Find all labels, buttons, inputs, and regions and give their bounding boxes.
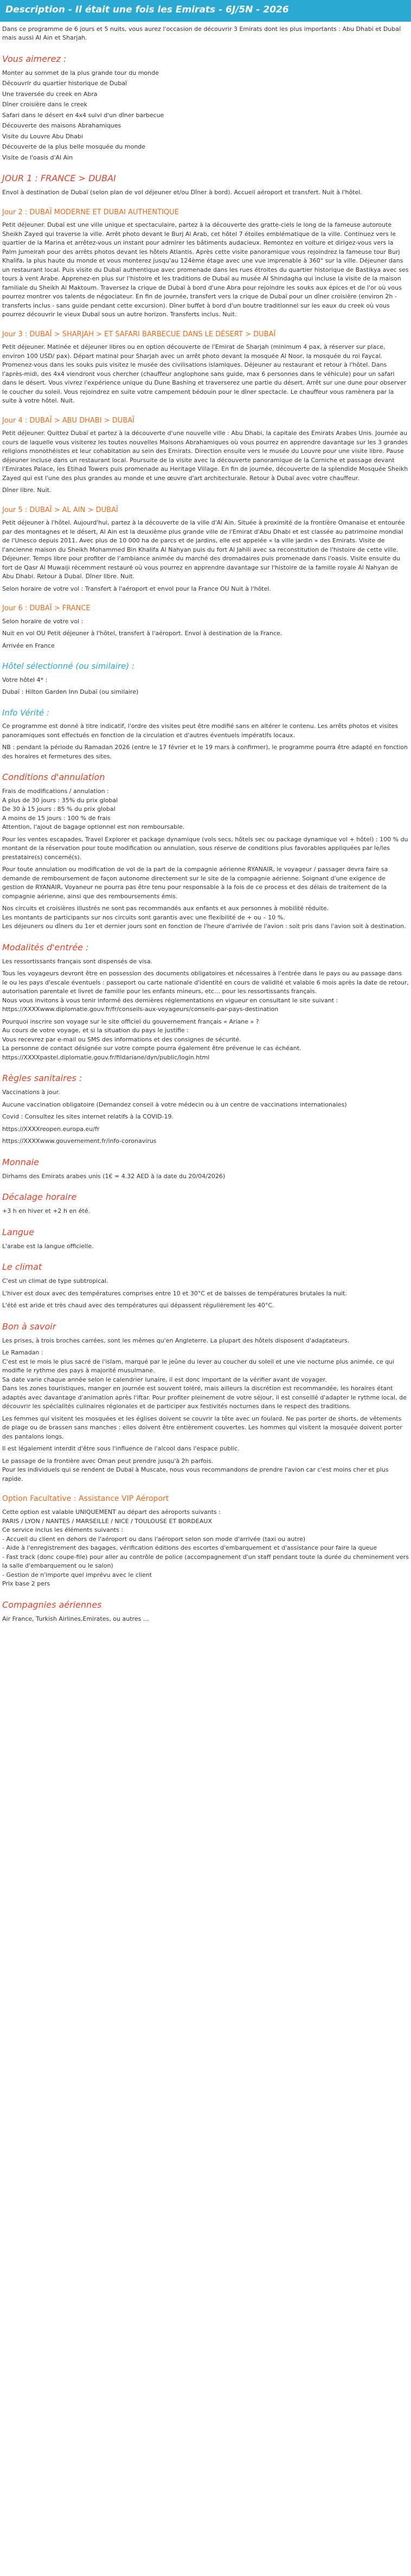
tips-paragraph [2, 1337, 409, 1346]
day-section [2, 416, 409, 495]
day-title: Jour 5 : DUBAÏ > AL AIN > DUBAÏ [2, 506, 118, 514]
option-block [2, 1508, 409, 1589]
option-line: - Gestion de n'importe quel imprévu avec le client [2, 1571, 152, 1578]
cancellation-paragraph-line: Les déjeuners ou dîners du 1er et dernier jours sont en fonction de l'heure d'arrivée de l'avion : soit pris dans l'avion soit à destination. [2, 923, 406, 930]
hotel-line: Dubaï : Hilton Garden Inn Dubaï (ou similaire) [2, 688, 139, 695]
highlight-item: Découverte de la plus belle mosquée du monde [2, 143, 146, 150]
health-line: https://XXXXreopen.europa.eu/fr [2, 1125, 100, 1133]
day-paragraph: Petit déjeuner à l'hôtel. Aujourd'hui, partez à la découverte de la ville d'Al Ain. Située à proximité de la frontière Omanaise et entourée par des montagnes et le désert, Al Ain est la deuxième plus grande ville de l'Emirat d'Abu Dhabi et est classée au patrimoine mondial de l'Unesco depuis 2011. Avec plus de 10 000 ha de parcs et de jardins, elle est appelée « la ville jardin » des Emirats. Visite de l'ancienne maison du Sheikh Mohammed Bin Khalifa Al Nahyan puis du fort Al Jahili avec sa reconstitution de l'histoire de cette ville. Déjeuner. Temps libre pour profiter de l'ambiance animée du marché des dromadaires puis promenade dans l'oasis. Visite ensuite du fort de Qasr Al Muwaiji récemment restauré où vous pourrez en apprendre davantage sur l'histoire de la famille royale Al Nahyan de Abu Dhabi. Retour à Dubaï. Dîner libre. Nuit. [2, 519, 405, 580]
info-line: NB : pendant la période du Ramadan 2026 (entre le 17 février et le 19 mars à confirmer), le programme pourra être adapté en fonction des horaires et fermetures des sites. [2, 744, 408, 760]
hotel-line: Votre hôtel 4* : [2, 676, 48, 683]
tips-title: Bon à savoir [2, 1321, 56, 1332]
highlight-item: Visite du Louvre Abu Dhabi [2, 132, 84, 140]
day-section [2, 329, 409, 406]
cancellation-paragraph-line: Nos circuits et croisières illustrés ne sont pas recommandés aux enfants et aux personnes à mobilité réduite. [2, 905, 329, 912]
hotels-title: Hôtel sélectionné (ou similaire) : [2, 661, 135, 671]
highlight-item: Découverte des maisons Abrahamiques [2, 122, 121, 129]
cancellation-paragraph-line: Les montants de participants sur nos circuits sont garantis avec une flexibilité de + ou – 10 %. [2, 913, 285, 921]
health-line: https://XXXXwww.gouvernement.fr/info-coronavirus [2, 1137, 157, 1145]
cancellation-title: Conditions d'annulation [2, 772, 105, 782]
climate-block [2, 1277, 409, 1311]
page-title: Description - Il était une fois les Emirats - 6J/5N - 2026 [0, 0, 411, 22]
cancellation-paragraph-line: De 30 à 15 jours : 85 % du prix global [2, 806, 115, 813]
formalities-paragraph [2, 957, 409, 967]
option-line: PARIS / LYON / NANTES / MARSEILLE / NICE / TOULOUSE ET BORDEAUX [2, 1517, 212, 1525]
cancellation-paragraph-line: Pour les ventes escapades, Travel Explorer et package dynamique (vols secs, hôtels sec ou package dynamique vol + hôtel) : 100 % du montant de la réservation pour toute modification ou annulation, sous réserve de conditions plus favorables appliquées par le/les prestataire(s) concerné(s). [2, 835, 408, 861]
tips-paragraph-line: Pour les individuels qui se rendent de Dubaï à Muscate, nous vous recommandons de prendre l'avion car c'est moins cher et plus rapide. [2, 1466, 389, 1482]
formalities-paragraph-line: Les ressortissants français sont dispensés de visa. [2, 957, 153, 965]
formalities-paragraph [2, 1018, 409, 1063]
tips-paragraph-line: Les femmes qui visitent les mosquées et les églises doivent se couvrir la tête avec un foulard. Ne pas porter de shorts, de vêtements de plage ou de brassen sans manches : elles doivent être entièrement couvertes. Les hommes qui visitent la mosquée doivent porter des pantalons longs. [2, 1415, 402, 1440]
day-section [2, 603, 409, 650]
intro-text: Dans ce programme de 6 jours et 5 nuits, vous aurez l'occasion de découvrir 3 Emirats dont les plus importants : Abu Dhabi et Dubaï mais aussi Al Ain et Sharjah. [2, 25, 401, 41]
day-paragraph: Selon horaire de votre vol : Transfert à l'aéroport et envol pour la France OU Nuit à l'hôtel. [2, 585, 271, 592]
cancellation-paragraph-line: A moins de 15 jours : 100 % de frais [2, 814, 111, 822]
tips-paragraph-line: Le Ramadan : [2, 1349, 43, 1356]
health-block [2, 1088, 409, 1146]
formalities-paragraph-line: https://XXXXpastel.diplomatie.gouv.fr/fildariane/dyn/public/login.html [2, 1053, 210, 1061]
formalities-paragraph-line: Pourquoi inscrire son voyage sur le site officiel du gouvernement français « Ariane » ? [2, 1018, 259, 1025]
cancellation-paragraph [2, 835, 409, 862]
highlight-item: Visite de l'oasis d'Al Ain [2, 154, 73, 161]
currency-title: Monnaie [2, 1156, 39, 1167]
option-line: Prix base 2 pers [2, 1580, 50, 1587]
formalities-block [2, 957, 409, 1063]
day-section [2, 172, 409, 197]
health-line: Vaccinations à jour. [2, 1089, 60, 1096]
day-paragraph: Arrivée en France [2, 642, 55, 649]
cancellation-paragraph [2, 865, 409, 901]
health-title: Règles sanitaires : [2, 1073, 82, 1083]
tips-paragraph-line: Il est légalement interdit d'être sous l'influence de l'alcool dans l'espace public. [2, 1445, 240, 1452]
highlight-item: Safari dans le désert en 4x4 suivi d'un dîner barbecue [2, 111, 164, 119]
formalities-paragraph-line: Au cours de votre voyage, et si la situation du pays le justifie : [2, 1027, 189, 1034]
formalities-title: Modalités d'entrée : [2, 942, 89, 953]
info-title: Info Vérité : [2, 707, 50, 718]
language-text: L'arabe est la langue officielle. [2, 1242, 94, 1250]
timezone-title: Décalage horaire [2, 1192, 77, 1202]
day-paragraph: Petit déjeuner. Matinée et déjeuner libres ou en option découverte de l'Emirat de Sharjah (minimum 4 pax, à réserver sur place, environ 100 USD/ pax). Départ matinal pour Sharjah avec un arrêt photo devant la mosquée Al Noor, la mosquée du roi Faycal. Promenez-vous dans les souks puis visitez le musée des civilisations islamiques. Déjeuner au restaurant et retour à l'hôtel. Dans l'après-midi, des 4x4 viendront vous chercher (chauffeur anglophone sans guide, max 6 personnes dans le véhicule) pour un safari dans le désert. Vous vivrez l'expérience unique du Dune Bashing et traverserez une partie du désert. Arrêt sur une dune pour observer le coucher du soleil. Vous rejoindrez en suite votre campement bédouin pour le dîner spectacle. Le chauffeur vous ramènera par la suite à votre hôtel. Nuit. [2, 343, 407, 404]
formalities-paragraph [2, 969, 409, 1014]
tips-paragraph-line: Dans les zones touristiques, manger en journée est souvent toléré, mais ailleurs la discrétion est recommandée, les horaires étant adaptés avec davantage d'animation après l'iftar. Pour profiter pleinement de votre séjour, il est conseillé d'adapter le rythme local, de découvrir les spécialités culinaires régionales et de participer aux festivités nocturnes dans le respect des traditions. [2, 1385, 407, 1410]
highlight-item: Une traversée du creek en Abra [2, 90, 98, 98]
tips-paragraph [2, 1457, 409, 1484]
cancellation-paragraph-line: Frais de modifications / annulation : [2, 788, 109, 795]
day-paragraph: Petit déjeuner. Dubaï est une ville unique et spectaculaire, partez à la découverte des gratte-ciels le long de la fameuse autoroute Sheikh Zayed qui traverse la ville. Arrêt photo devant le Burj Al Arab, cet hôtel 7 étoiles emblématique de la ville. Continuez vers le quartier de la Marina et arrêtez-vous un instant pour admirer les bâtiments audacieux. Remontez en voiture et dirigez-vous vers la Palm Jumeirah pour des arrêts photos devant les hôtels Atlantis. Après cette visite panoramique vous rejoindrez la fameuse tour Burj Khalifa, la plus haute du monde et vous monterez jusqu'au 124ème étage avec une vue imprenable à 360° sur la ville. Déjeuner dans un restaurant local. Puis visite du Dubaï authentique avec promenade dans les rues étroites du quartier historique de Bastikya avec ses tours à vent Arabe. Apprenez-en plus sur l'histoire et les traditions de Dubaï au musée Al Shindagha qui incluse la visite de la maison familiale du Sheikh Al Maktoum. Traversez la crique de Dubaï à bord d'une Abra pour rejoindre les souks aux épices et de l'or où vous pourrez montrer vos talents de négociateur. En fin de journée, transfert vers la crique de Dubaï pour un dîner croisière (environ 2h - transferts inclus - sans guide pendant cette excursion). Dîner buffet à bord d'un boutre traditionnel sur les eaux du creek où vous pourrez découvrir le vieux Dubaï sous un autre horizon. Transferts inclus. Nuit. [2, 221, 409, 318]
highlight-item: Monter au sommet de la plus grande tour du monde [2, 69, 159, 76]
day-paragraph: Petit déjeuner. Quittez Dubaï et partez à la découverte d'une nouvelle ville : Abu Dhabi, la capitale des Emirats Arabes Unis. Journée au cours de laquelle vous visiterez les toutes nouvelles Maisons Abrahamiques où vous pourrez en apprendre davantage sur les 3 grandes religions monothéistes et leur cohabitation au sein des Emirats. Direction ensuite vers le musée du Louvre pour une visite libre. Pause déjeuner incluse dans un restaurant local. Poursuite de la visite avec la découverte panoramique de la Corniche et passage devant l'Emirates Palace, les Etihad Towers puis promenade au Heritage Village. En fin de journée, découverte de la splendide Mosquée Sheikh Zayed qui est l'une des plus grandes au monde et une œuvre d'art architecturale. Retour à Dubaï avec votre chauffeur. [2, 430, 408, 482]
tips-paragraph [2, 1444, 409, 1454]
option-line: - Aide à l'enregistrement des bagages, vérification éditions des escortes d'embarquement et d'assistance pour faire la queue [2, 1544, 377, 1551]
formalities-paragraph-line: Vous recevrez par e-mail ou SMS des informations et des consignes de sécurité. [2, 1035, 241, 1043]
health-line: Aucune vaccination obligatoire (Demandez conseil à votre médecin ou à un centre de vaccinations internationales) [2, 1101, 347, 1108]
day-title: Jour 6 : DUBAÏ > FRANCE [2, 604, 91, 612]
option-line: Ce service inclus les éléments suivants : [2, 1526, 124, 1533]
cancellation-paragraph-line: Pour toute annulation ou modification de vol de la part de la compagnie aérienne RYANAIR, le voyageur / passager devra faire sa demande de remboursement de façon autonome directement sur le site de la compagnie aérienne. Soignant d'une exigence de gestion de RYANAIR, Voyaneur ne pourra pas être tenu pour responsable à la fois de ce process et des délais de traitement de la compagnie aérienne, ainsi que des remboursements émis. [2, 866, 388, 900]
day-title: Jour 4 : DUBAÏ > ABU DHABI > DUBAÏ [2, 416, 134, 425]
day-paragraph: Selon horaire de votre vol : [2, 617, 84, 625]
option-line: Cette option est valable UNIQUEMENT au départ des aéroports suivants : [2, 1508, 221, 1516]
hotels-block [2, 676, 409, 697]
airlines-text: Air France, Turkish Airlines,Emirates, ou autres ... [2, 1615, 149, 1622]
airlines-title: Compagnies aériennes [2, 1599, 102, 1610]
option-text [2, 1508, 409, 1589]
itinerary [2, 172, 409, 650]
highlights-title: Vous aimerez : [2, 53, 67, 64]
formalities-paragraph-line: https://XXXXwww.diplomatie.gouv.fr/fr/conseils-aux-voyageurs/conseils-par-pays-destination [2, 1006, 279, 1013]
option-title: Option Facultative : Assistance VIP Aéroport [2, 1494, 169, 1503]
day-title: JOUR 1 : FRANCE > DUBAI [2, 173, 116, 183]
tips-paragraph [2, 1348, 409, 1411]
info-block [2, 722, 409, 761]
day-title: Jour 2 : DUBAÏ MODERNE ET DUBAI AUTHENTIQUE [2, 208, 179, 216]
formalities-paragraph-line: Nous vous invitons à vous tenir informé des dernières réglementations en vigueur en consultant le site suivant : [2, 996, 338, 1004]
formalities-paragraph-line: Tous les voyageurs devront être en possession des documents obligatoires et nécessaires à l'entrée dans le pays ou au passage dans le ou les pays d'escale éventuels : passeport ou carte nationale d'identité en cours de validité et valable 6 mois après la date de retour, autorisation parentale et livret de famille pour les enfants mineurs, etc… pour les ressortissants français. [2, 970, 409, 995]
day-paragraph: Dîner libre. Nuit. [2, 487, 52, 494]
tips-paragraph [2, 1415, 409, 1442]
currency-text: Dirhams des Emirats arabes unis (1€ = 4.32 AED à la date du 20/04/2026) [2, 1172, 226, 1180]
day-paragraph: Envol à destination de Dubaï (selon plan de vol déjeuner et/ou Dîner à bord). Accueil aéroport et transfert. Nuit à l'hôtel. [2, 189, 362, 196]
cancellation-paragraph [2, 904, 409, 931]
highlight-item: Découvrir du quartier historique de Dubaï [2, 80, 127, 87]
cancellation-paragraph-line: A plus de 30 jours : 35% du prix global [2, 796, 118, 804]
tips-block [2, 1337, 409, 1484]
highlight-item: Dîner croisière dans le creek [2, 101, 87, 108]
tips-paragraph-line: C'est est le mois le plus sacré de l'islam, marqué par le jeûne du lever au coucher du soleil et une vie nocturne plus animée, ce qui modifie le rythme des pays à majorité musulmane. [2, 1358, 395, 1374]
climate-paragraph: L'été est aride et très chaud avec des températures qui dépassent régulièrement les 40°C. [2, 1302, 274, 1309]
cancellation-block [2, 787, 409, 931]
day-paragraph: Nuit en vol OU Petit déjeuner à l'hôtel, transfert à l'aéroport. Envol à destination de la France. [2, 630, 282, 637]
info-line: Ce programme est donné à titre indicatif, l'ordre des visites peut être modifié sans en altérer le contenu. Les arrêts photos et visites panoramiques sont effectués en fonction de la circulation et d'autres éventuels impératifs locaux. [2, 723, 399, 739]
option-line: - Accueil du client en dehors de l'aéroport ou dans l'aéroport selon son mode d'arrivée (taxi ou autre) [2, 1535, 306, 1543]
option-line: - Fast track (donc coupe-file) pour aller au contrôle de police (accompagnement d'un staff pendant toute la durée du cheminement vers la salle d'embarquement ou le salon) [2, 1553, 409, 1569]
day-section [2, 207, 409, 319]
cancellation-paragraph-line: Attention, l'ajout de bagage optionnel est non remboursable. [2, 823, 185, 830]
language-title: Langue [2, 1226, 34, 1237]
tips-paragraph-line: Sa date varie chaque année selon le calendrier lunaire, il est donc important de la vérifier avant de voyager. [2, 1376, 327, 1383]
cancellation-paragraph [2, 787, 409, 832]
climate-paragraph: C'est un climat de type subtropical. [2, 1277, 108, 1284]
highlights-list [2, 69, 409, 163]
climate-title: Le climat [2, 1262, 42, 1272]
tips-paragraph-line: Le passage de la frontière avec Oman peut prendre jusqu'à 2h parfois. [2, 1457, 214, 1465]
health-line: Covid : Consultez les sites internet relatifs à la COVID-19. [2, 1113, 174, 1120]
tips-paragraph-line: Les prises, à trois broches carrées, sont les mêmes qu'en Angleterre. La plupart des hôtels disposent d'adaptateurs. [2, 1337, 350, 1344]
content [0, 53, 411, 1634]
climate-paragraph: L'hiver est doux avec des températures comprises entre 10 et 30°C et de baisses de températures brutales la nuit. [2, 1289, 347, 1297]
day-title: Jour 3 : DUBAÏ > SHARJAH > ET SAFARI BARBECUE DANS LE DÉSERT > DUBAÏ [2, 330, 276, 338]
formalities-paragraph-line: La personne de contact désignée sur votre compte pourra également être prévenue le cas échéant. [2, 1045, 301, 1052]
day-section [2, 505, 409, 594]
timezone-text: +3 h en hiver et +2 h en été. [2, 1207, 91, 1215]
